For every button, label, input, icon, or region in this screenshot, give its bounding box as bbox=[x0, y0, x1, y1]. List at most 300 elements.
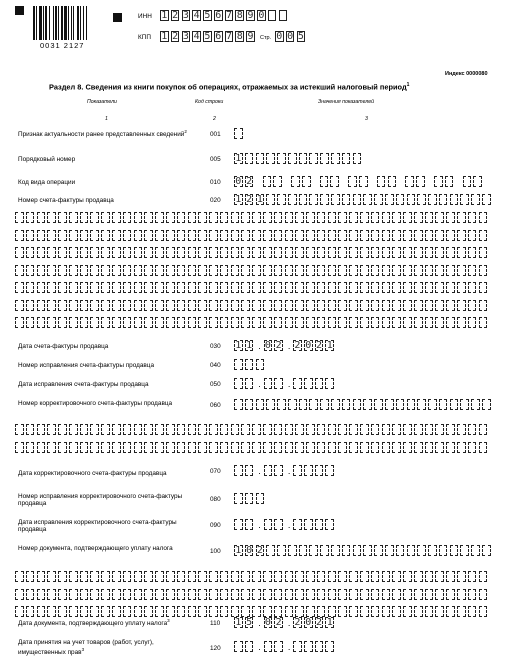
input-cell[interactable] bbox=[360, 606, 369, 617]
input-cell[interactable] bbox=[263, 424, 272, 435]
input-cell[interactable] bbox=[285, 442, 294, 453]
input-cell[interactable] bbox=[468, 282, 477, 293]
input-cell[interactable] bbox=[353, 545, 362, 556]
input-cell[interactable] bbox=[101, 317, 110, 328]
input-cell[interactable] bbox=[328, 247, 337, 258]
input-cell[interactable] bbox=[166, 442, 175, 453]
input-cell[interactable] bbox=[231, 424, 240, 435]
input-cell[interactable] bbox=[285, 424, 294, 435]
input-cell[interactable] bbox=[166, 300, 175, 311]
input-cell[interactable] bbox=[47, 424, 56, 435]
input-cell[interactable] bbox=[285, 606, 294, 617]
input-cell[interactable] bbox=[58, 265, 67, 276]
input-cell[interactable] bbox=[306, 212, 315, 223]
input-cell[interactable] bbox=[349, 424, 358, 435]
input-cell[interactable] bbox=[331, 153, 340, 164]
input-cell[interactable] bbox=[69, 589, 78, 600]
input-cell[interactable] bbox=[37, 212, 46, 223]
input-cell[interactable] bbox=[166, 571, 175, 582]
input-cell[interactable] bbox=[349, 282, 358, 293]
input-cell[interactable] bbox=[69, 571, 78, 582]
input-cell[interactable] bbox=[69, 247, 78, 258]
input-cell[interactable] bbox=[231, 589, 240, 600]
input-cell[interactable]: 5 bbox=[204, 10, 211, 21]
input-cell[interactable] bbox=[15, 571, 24, 582]
input-cell[interactable] bbox=[101, 265, 110, 276]
input-cell[interactable] bbox=[338, 212, 347, 223]
input-cell[interactable] bbox=[382, 282, 391, 293]
input-cell[interactable] bbox=[198, 606, 207, 617]
input-cell[interactable] bbox=[342, 399, 351, 410]
input-cell[interactable] bbox=[317, 424, 326, 435]
input-cell[interactable] bbox=[263, 317, 272, 328]
input-cell[interactable] bbox=[274, 442, 283, 453]
input-cell[interactable] bbox=[26, 442, 35, 453]
input-cell[interactable] bbox=[371, 247, 380, 258]
input-cell[interactable] bbox=[231, 442, 240, 453]
input-cell[interactable] bbox=[26, 300, 35, 311]
input-cell[interactable] bbox=[288, 194, 297, 205]
input-cell[interactable] bbox=[47, 606, 56, 617]
input-cell[interactable] bbox=[80, 442, 89, 453]
input-cell[interactable] bbox=[166, 282, 175, 293]
input-cell[interactable] bbox=[435, 212, 444, 223]
input-cell[interactable] bbox=[90, 571, 99, 582]
input-cell[interactable] bbox=[403, 230, 412, 241]
input-cell[interactable] bbox=[479, 606, 488, 617]
input-cell[interactable] bbox=[90, 606, 99, 617]
input-cell[interactable] bbox=[392, 282, 401, 293]
input-cell[interactable] bbox=[266, 399, 275, 410]
input-cell[interactable] bbox=[446, 212, 455, 223]
input-cell[interactable] bbox=[220, 265, 229, 276]
input-cell[interactable] bbox=[134, 317, 143, 328]
input-cell[interactable] bbox=[123, 300, 132, 311]
input-cell[interactable] bbox=[428, 399, 437, 410]
field-005[interactable] bbox=[234, 153, 363, 164]
input-cell[interactable] bbox=[425, 589, 434, 600]
input-cell[interactable] bbox=[295, 247, 304, 258]
input-cell[interactable] bbox=[37, 606, 46, 617]
input-cell[interactable] bbox=[471, 399, 480, 410]
input-cell[interactable] bbox=[220, 230, 229, 241]
input-cell[interactable] bbox=[349, 606, 358, 617]
input-cell[interactable] bbox=[209, 247, 218, 258]
input-cell[interactable]: 8 bbox=[236, 31, 243, 42]
input-cell[interactable] bbox=[252, 230, 261, 241]
input-cell[interactable] bbox=[69, 230, 78, 241]
input-cell[interactable] bbox=[317, 247, 326, 258]
input-cell[interactable] bbox=[264, 641, 273, 652]
input-cell[interactable] bbox=[101, 212, 110, 223]
input-cell[interactable] bbox=[446, 265, 455, 276]
input-cell[interactable] bbox=[306, 282, 315, 293]
input-cell[interactable] bbox=[37, 300, 46, 311]
input-cell[interactable] bbox=[90, 442, 99, 453]
input-cell[interactable]: 2 bbox=[275, 617, 282, 628]
input-cell[interactable] bbox=[177, 589, 186, 600]
input-cell[interactable] bbox=[245, 153, 254, 164]
input-cell[interactable] bbox=[80, 247, 89, 258]
input-cell[interactable] bbox=[330, 176, 339, 187]
input-cell[interactable] bbox=[209, 230, 218, 241]
input-cell[interactable] bbox=[288, 153, 297, 164]
input-cell[interactable] bbox=[417, 399, 426, 410]
input-cell[interactable] bbox=[428, 194, 437, 205]
input-cell[interactable] bbox=[414, 282, 423, 293]
input-cell[interactable] bbox=[155, 265, 164, 276]
input-cell[interactable]: 3 bbox=[182, 10, 189, 21]
input-cell[interactable] bbox=[220, 442, 229, 453]
input-cell[interactable] bbox=[234, 359, 243, 370]
input-cell[interactable] bbox=[382, 247, 391, 258]
input-cell[interactable] bbox=[457, 300, 466, 311]
input-cell[interactable] bbox=[414, 424, 423, 435]
input-cell[interactable] bbox=[360, 230, 369, 241]
input-cell[interactable] bbox=[274, 424, 283, 435]
input-cell[interactable] bbox=[414, 300, 423, 311]
input-cell[interactable] bbox=[263, 265, 272, 276]
input-cell[interactable] bbox=[338, 230, 347, 241]
input-cell[interactable] bbox=[445, 176, 454, 187]
input-cell[interactable] bbox=[166, 230, 175, 241]
input-cell[interactable] bbox=[252, 212, 261, 223]
input-line[interactable] bbox=[15, 265, 489, 276]
input-cell[interactable] bbox=[112, 300, 121, 311]
input-cell[interactable] bbox=[37, 247, 46, 258]
input-cell[interactable] bbox=[416, 176, 425, 187]
input-cell[interactable] bbox=[320, 176, 329, 187]
input-cell[interactable] bbox=[234, 378, 243, 389]
input-cell[interactable] bbox=[123, 230, 132, 241]
input-cell[interactable] bbox=[446, 300, 455, 311]
input-cell[interactable] bbox=[264, 378, 273, 389]
input-cell[interactable] bbox=[306, 265, 315, 276]
input-cell[interactable] bbox=[101, 442, 110, 453]
field-120[interactable] bbox=[234, 641, 336, 653]
input-cell[interactable] bbox=[317, 230, 326, 241]
input-cell[interactable] bbox=[69, 212, 78, 223]
input-cell[interactable] bbox=[338, 300, 347, 311]
input-cell[interactable] bbox=[256, 493, 265, 504]
input-cell[interactable] bbox=[435, 317, 444, 328]
input-cell[interactable] bbox=[188, 247, 197, 258]
input-cell[interactable] bbox=[285, 589, 294, 600]
input-cell[interactable] bbox=[58, 571, 67, 582]
input-cell[interactable] bbox=[396, 399, 405, 410]
input-cell[interactable] bbox=[155, 442, 164, 453]
input-cell[interactable] bbox=[338, 317, 347, 328]
input-cell[interactable] bbox=[26, 589, 35, 600]
input-cell[interactable] bbox=[479, 300, 488, 311]
input-cell[interactable] bbox=[482, 545, 491, 556]
input-cell[interactable] bbox=[468, 300, 477, 311]
input-cell[interactable] bbox=[349, 442, 358, 453]
input-cell[interactable] bbox=[241, 442, 250, 453]
input-cell[interactable]: 2 bbox=[256, 545, 263, 556]
input-cell[interactable] bbox=[306, 442, 315, 453]
input-cell[interactable] bbox=[266, 153, 275, 164]
input-cell[interactable] bbox=[388, 176, 397, 187]
input-cell[interactable] bbox=[325, 465, 334, 476]
input-cell[interactable] bbox=[274, 247, 283, 258]
input-cell[interactable] bbox=[209, 589, 218, 600]
input-cell[interactable] bbox=[299, 153, 308, 164]
input-cell[interactable] bbox=[460, 194, 469, 205]
input-cell[interactable] bbox=[198, 442, 207, 453]
input-cell[interactable] bbox=[166, 424, 175, 435]
input-cell[interactable] bbox=[37, 317, 46, 328]
input-cell[interactable] bbox=[263, 282, 272, 293]
input-cell[interactable] bbox=[263, 176, 272, 187]
input-cell[interactable]: 1 bbox=[326, 617, 333, 628]
input-cell[interactable] bbox=[338, 442, 347, 453]
input-cell[interactable] bbox=[134, 571, 143, 582]
input-cell[interactable] bbox=[15, 300, 24, 311]
input-cell[interactable] bbox=[414, 317, 423, 328]
input-cell[interactable] bbox=[342, 545, 351, 556]
input-cell[interactable] bbox=[252, 424, 261, 435]
input-cell[interactable] bbox=[234, 399, 243, 410]
input-cell[interactable] bbox=[382, 230, 391, 241]
input-cell[interactable] bbox=[277, 399, 286, 410]
input-cell[interactable] bbox=[299, 399, 308, 410]
input-cell[interactable] bbox=[414, 230, 423, 241]
input-cell[interactable] bbox=[245, 493, 254, 504]
input-cell[interactable] bbox=[293, 519, 302, 530]
input-cell[interactable] bbox=[349, 265, 358, 276]
input-cell[interactable] bbox=[325, 519, 334, 530]
input-cell[interactable] bbox=[69, 317, 78, 328]
input-cell[interactable]: 1 bbox=[161, 10, 168, 21]
input-cell[interactable] bbox=[231, 571, 240, 582]
input-cell[interactable] bbox=[26, 265, 35, 276]
input-cell[interactable] bbox=[325, 641, 334, 652]
input-cell[interactable] bbox=[457, 282, 466, 293]
input-cell[interactable] bbox=[446, 317, 455, 328]
input-cell[interactable] bbox=[360, 300, 369, 311]
input-cell[interactable] bbox=[188, 265, 197, 276]
input-cell[interactable] bbox=[198, 424, 207, 435]
input-cell[interactable] bbox=[396, 545, 405, 556]
input-cell[interactable]: 2 bbox=[246, 176, 253, 187]
input-cell[interactable] bbox=[349, 300, 358, 311]
input-cell[interactable] bbox=[288, 399, 297, 410]
input-cell[interactable] bbox=[80, 300, 89, 311]
input-line[interactable] bbox=[15, 442, 489, 453]
input-cell[interactable] bbox=[112, 230, 121, 241]
input-cell[interactable] bbox=[274, 300, 283, 311]
input-cell[interactable] bbox=[241, 317, 250, 328]
input-cell[interactable] bbox=[241, 265, 250, 276]
input-cell[interactable] bbox=[315, 465, 324, 476]
input-cell[interactable] bbox=[392, 589, 401, 600]
input-cell[interactable] bbox=[134, 300, 143, 311]
input-cell[interactable]: 0 bbox=[287, 31, 294, 42]
input-cell[interactable]: 2 bbox=[315, 340, 322, 351]
input-cell[interactable] bbox=[435, 300, 444, 311]
input-cell[interactable] bbox=[403, 424, 412, 435]
input-cell[interactable] bbox=[101, 424, 110, 435]
input-cell[interactable] bbox=[155, 282, 164, 293]
input-cell[interactable] bbox=[407, 545, 416, 556]
input-cell[interactable] bbox=[349, 247, 358, 258]
input-cell[interactable] bbox=[112, 442, 121, 453]
input-line[interactable] bbox=[15, 282, 489, 293]
input-cell[interactable] bbox=[317, 589, 326, 600]
input-cell[interactable] bbox=[112, 212, 121, 223]
input-cell[interactable] bbox=[320, 399, 329, 410]
input-cell[interactable] bbox=[468, 212, 477, 223]
input-cell[interactable] bbox=[220, 247, 229, 258]
input-cell[interactable] bbox=[479, 589, 488, 600]
input-cell[interactable] bbox=[285, 265, 294, 276]
input-cell[interactable] bbox=[403, 212, 412, 223]
input-cell[interactable] bbox=[468, 424, 477, 435]
input-cell[interactable] bbox=[101, 247, 110, 258]
input-cell[interactable] bbox=[479, 282, 488, 293]
input-cell[interactable] bbox=[306, 589, 315, 600]
input-cell[interactable] bbox=[134, 424, 143, 435]
input-cell[interactable] bbox=[414, 571, 423, 582]
input-cell[interactable]: 2 bbox=[275, 340, 282, 351]
input-cell[interactable]: 2 bbox=[315, 617, 322, 628]
input-cell[interactable] bbox=[317, 606, 326, 617]
field-060[interactable] bbox=[234, 399, 493, 410]
input-cell[interactable] bbox=[231, 247, 240, 258]
input-cell[interactable] bbox=[47, 212, 56, 223]
input-cell[interactable] bbox=[123, 589, 132, 600]
input-cell[interactable]: 6 bbox=[215, 31, 222, 42]
input-cell[interactable] bbox=[112, 282, 121, 293]
input-cell[interactable] bbox=[306, 317, 315, 328]
input-cell[interactable]: 5 bbox=[297, 31, 304, 42]
input-cell[interactable] bbox=[320, 153, 329, 164]
input-line[interactable] bbox=[15, 589, 489, 600]
input-cell[interactable] bbox=[15, 424, 24, 435]
input-cell[interactable] bbox=[198, 230, 207, 241]
input-cell[interactable]: 7 bbox=[225, 10, 232, 21]
input-cell[interactable] bbox=[317, 212, 326, 223]
input-cell[interactable] bbox=[348, 176, 357, 187]
input-cell[interactable] bbox=[371, 442, 380, 453]
input-cell[interactable] bbox=[392, 265, 401, 276]
input-cell[interactable] bbox=[463, 176, 472, 187]
input-cell[interactable] bbox=[360, 317, 369, 328]
input-cell[interactable] bbox=[245, 359, 254, 370]
input-cell[interactable] bbox=[306, 247, 315, 258]
input-cell[interactable] bbox=[328, 424, 337, 435]
input-cell[interactable] bbox=[155, 571, 164, 582]
input-cell[interactable] bbox=[479, 212, 488, 223]
input-cell[interactable] bbox=[446, 282, 455, 293]
input-cell[interactable] bbox=[266, 194, 275, 205]
input-cell[interactable] bbox=[220, 606, 229, 617]
input-cell[interactable] bbox=[479, 247, 488, 258]
input-cell[interactable] bbox=[315, 378, 324, 389]
input-cell[interactable] bbox=[425, 247, 434, 258]
input-cell[interactable] bbox=[177, 265, 186, 276]
input-cell[interactable] bbox=[123, 442, 132, 453]
input-cell[interactable] bbox=[144, 442, 153, 453]
input-cell[interactable] bbox=[359, 176, 368, 187]
input-cell[interactable] bbox=[274, 571, 283, 582]
input-cell[interactable] bbox=[414, 247, 423, 258]
input-cell[interactable] bbox=[188, 589, 197, 600]
input-cell[interactable] bbox=[392, 317, 401, 328]
input-cell[interactable] bbox=[220, 282, 229, 293]
input-cell[interactable] bbox=[234, 641, 243, 652]
input-cell[interactable] bbox=[234, 128, 243, 139]
input-cell[interactable] bbox=[382, 424, 391, 435]
input-cell[interactable] bbox=[295, 424, 304, 435]
input-cell[interactable] bbox=[295, 317, 304, 328]
input-cell[interactable] bbox=[155, 230, 164, 241]
input-cell[interactable] bbox=[374, 194, 383, 205]
input-cell[interactable] bbox=[274, 519, 283, 530]
input-cell[interactable] bbox=[274, 230, 283, 241]
input-cell[interactable] bbox=[220, 589, 229, 600]
input-cell[interactable] bbox=[425, 212, 434, 223]
input-cell[interactable] bbox=[245, 465, 254, 476]
input-cell[interactable] bbox=[306, 606, 315, 617]
input-cell[interactable] bbox=[371, 265, 380, 276]
input-cell[interactable] bbox=[198, 317, 207, 328]
input-cell[interactable] bbox=[468, 589, 477, 600]
input-cell[interactable] bbox=[209, 424, 218, 435]
input-cell[interactable] bbox=[155, 589, 164, 600]
input-cell[interactable] bbox=[435, 282, 444, 293]
input-cell[interactable] bbox=[37, 571, 46, 582]
input-cell[interactable] bbox=[273, 176, 282, 187]
input-cell[interactable] bbox=[382, 442, 391, 453]
input-cell[interactable] bbox=[37, 424, 46, 435]
input-cell[interactable] bbox=[295, 606, 304, 617]
input-cell[interactable] bbox=[403, 247, 412, 258]
input-cell[interactable] bbox=[15, 230, 24, 241]
input-cell[interactable] bbox=[263, 230, 272, 241]
input-cell[interactable]: 1 bbox=[235, 545, 242, 556]
input-cell[interactable] bbox=[353, 153, 362, 164]
input-cell[interactable] bbox=[80, 571, 89, 582]
input-cell[interactable] bbox=[468, 571, 477, 582]
input-cell[interactable] bbox=[241, 300, 250, 311]
input-cell[interactable] bbox=[69, 300, 78, 311]
input-cell[interactable] bbox=[349, 317, 358, 328]
input-cell[interactable] bbox=[69, 265, 78, 276]
input-cell[interactable] bbox=[320, 545, 329, 556]
input-cell[interactable] bbox=[26, 424, 35, 435]
input-cell[interactable] bbox=[47, 300, 56, 311]
input-cell[interactable] bbox=[263, 442, 272, 453]
input-cell[interactable] bbox=[295, 300, 304, 311]
input-cell[interactable] bbox=[90, 247, 99, 258]
input-cell[interactable] bbox=[468, 606, 477, 617]
input-cell[interactable] bbox=[371, 212, 380, 223]
input-cell[interactable] bbox=[338, 589, 347, 600]
input-cell[interactable] bbox=[209, 442, 218, 453]
input-cell[interactable] bbox=[338, 265, 347, 276]
input-cell[interactable] bbox=[112, 247, 121, 258]
input-cell[interactable] bbox=[328, 282, 337, 293]
input-cell[interactable] bbox=[134, 282, 143, 293]
input-cell[interactable] bbox=[245, 519, 254, 530]
input-cell[interactable] bbox=[47, 589, 56, 600]
input-cell[interactable] bbox=[435, 571, 444, 582]
input-line[interactable] bbox=[15, 300, 489, 311]
input-cell[interactable] bbox=[479, 230, 488, 241]
input-cell[interactable] bbox=[90, 317, 99, 328]
